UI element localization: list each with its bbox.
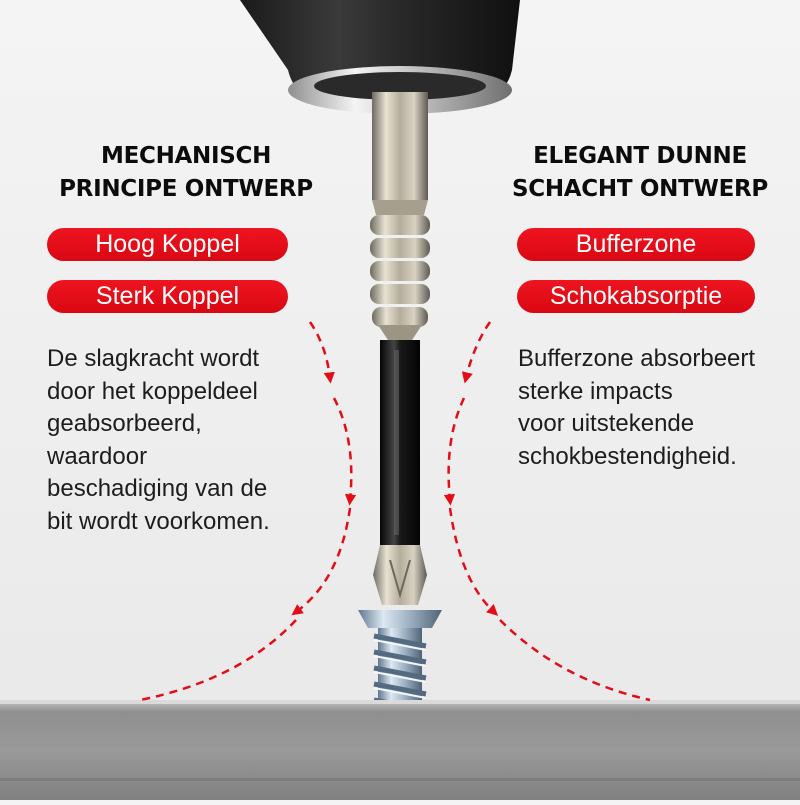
metal-plate (0, 700, 800, 800)
description-line: schokbestendigheid. (518, 442, 737, 470)
dashed-arrow-icon (334, 398, 351, 500)
badge-schokabsorptie: Schokabsorptie (517, 280, 755, 313)
right-heading (490, 140, 790, 206)
badge-bufferzone: Bufferzone (517, 228, 755, 261)
heading-line: PRINCIPE ONTWERP (59, 176, 313, 202)
description-line: waardoor (47, 442, 148, 470)
right-description (518, 343, 755, 473)
dashed-arrow-icon (466, 322, 490, 378)
dashed-arrow-icon (450, 508, 494, 612)
heading-line: SCHACHT ONTWERP (512, 176, 768, 202)
heading-line: ELEGANT DUNNE (533, 143, 747, 169)
dashed-arrow-icon (296, 508, 350, 612)
heading-line: MECHANISCH (100, 143, 272, 169)
left-description (47, 343, 270, 538)
description-line: sterke impacts (518, 377, 673, 405)
description-line: voor uitstekende (518, 410, 695, 437)
impact-bit (370, 92, 430, 605)
dashed-arrow-icon (310, 322, 330, 378)
description-line: beschadiging van de (47, 475, 268, 502)
description-line: door het koppeldeel (47, 377, 258, 405)
description-line: Bufferzone absorbeert (518, 345, 756, 372)
left-heading (36, 140, 336, 206)
description-line: bit wordt voorkomen. (47, 507, 270, 535)
torsion-zone (370, 215, 430, 327)
badge-sterk-koppel: Sterk Koppel (47, 280, 288, 313)
dashed-arrow-icon (449, 398, 464, 500)
description-line: geabsorbeerd, (47, 410, 202, 437)
badge-hoog-koppel: Hoog Koppel (47, 228, 288, 261)
description-line: De slagkracht wordt (47, 345, 260, 372)
